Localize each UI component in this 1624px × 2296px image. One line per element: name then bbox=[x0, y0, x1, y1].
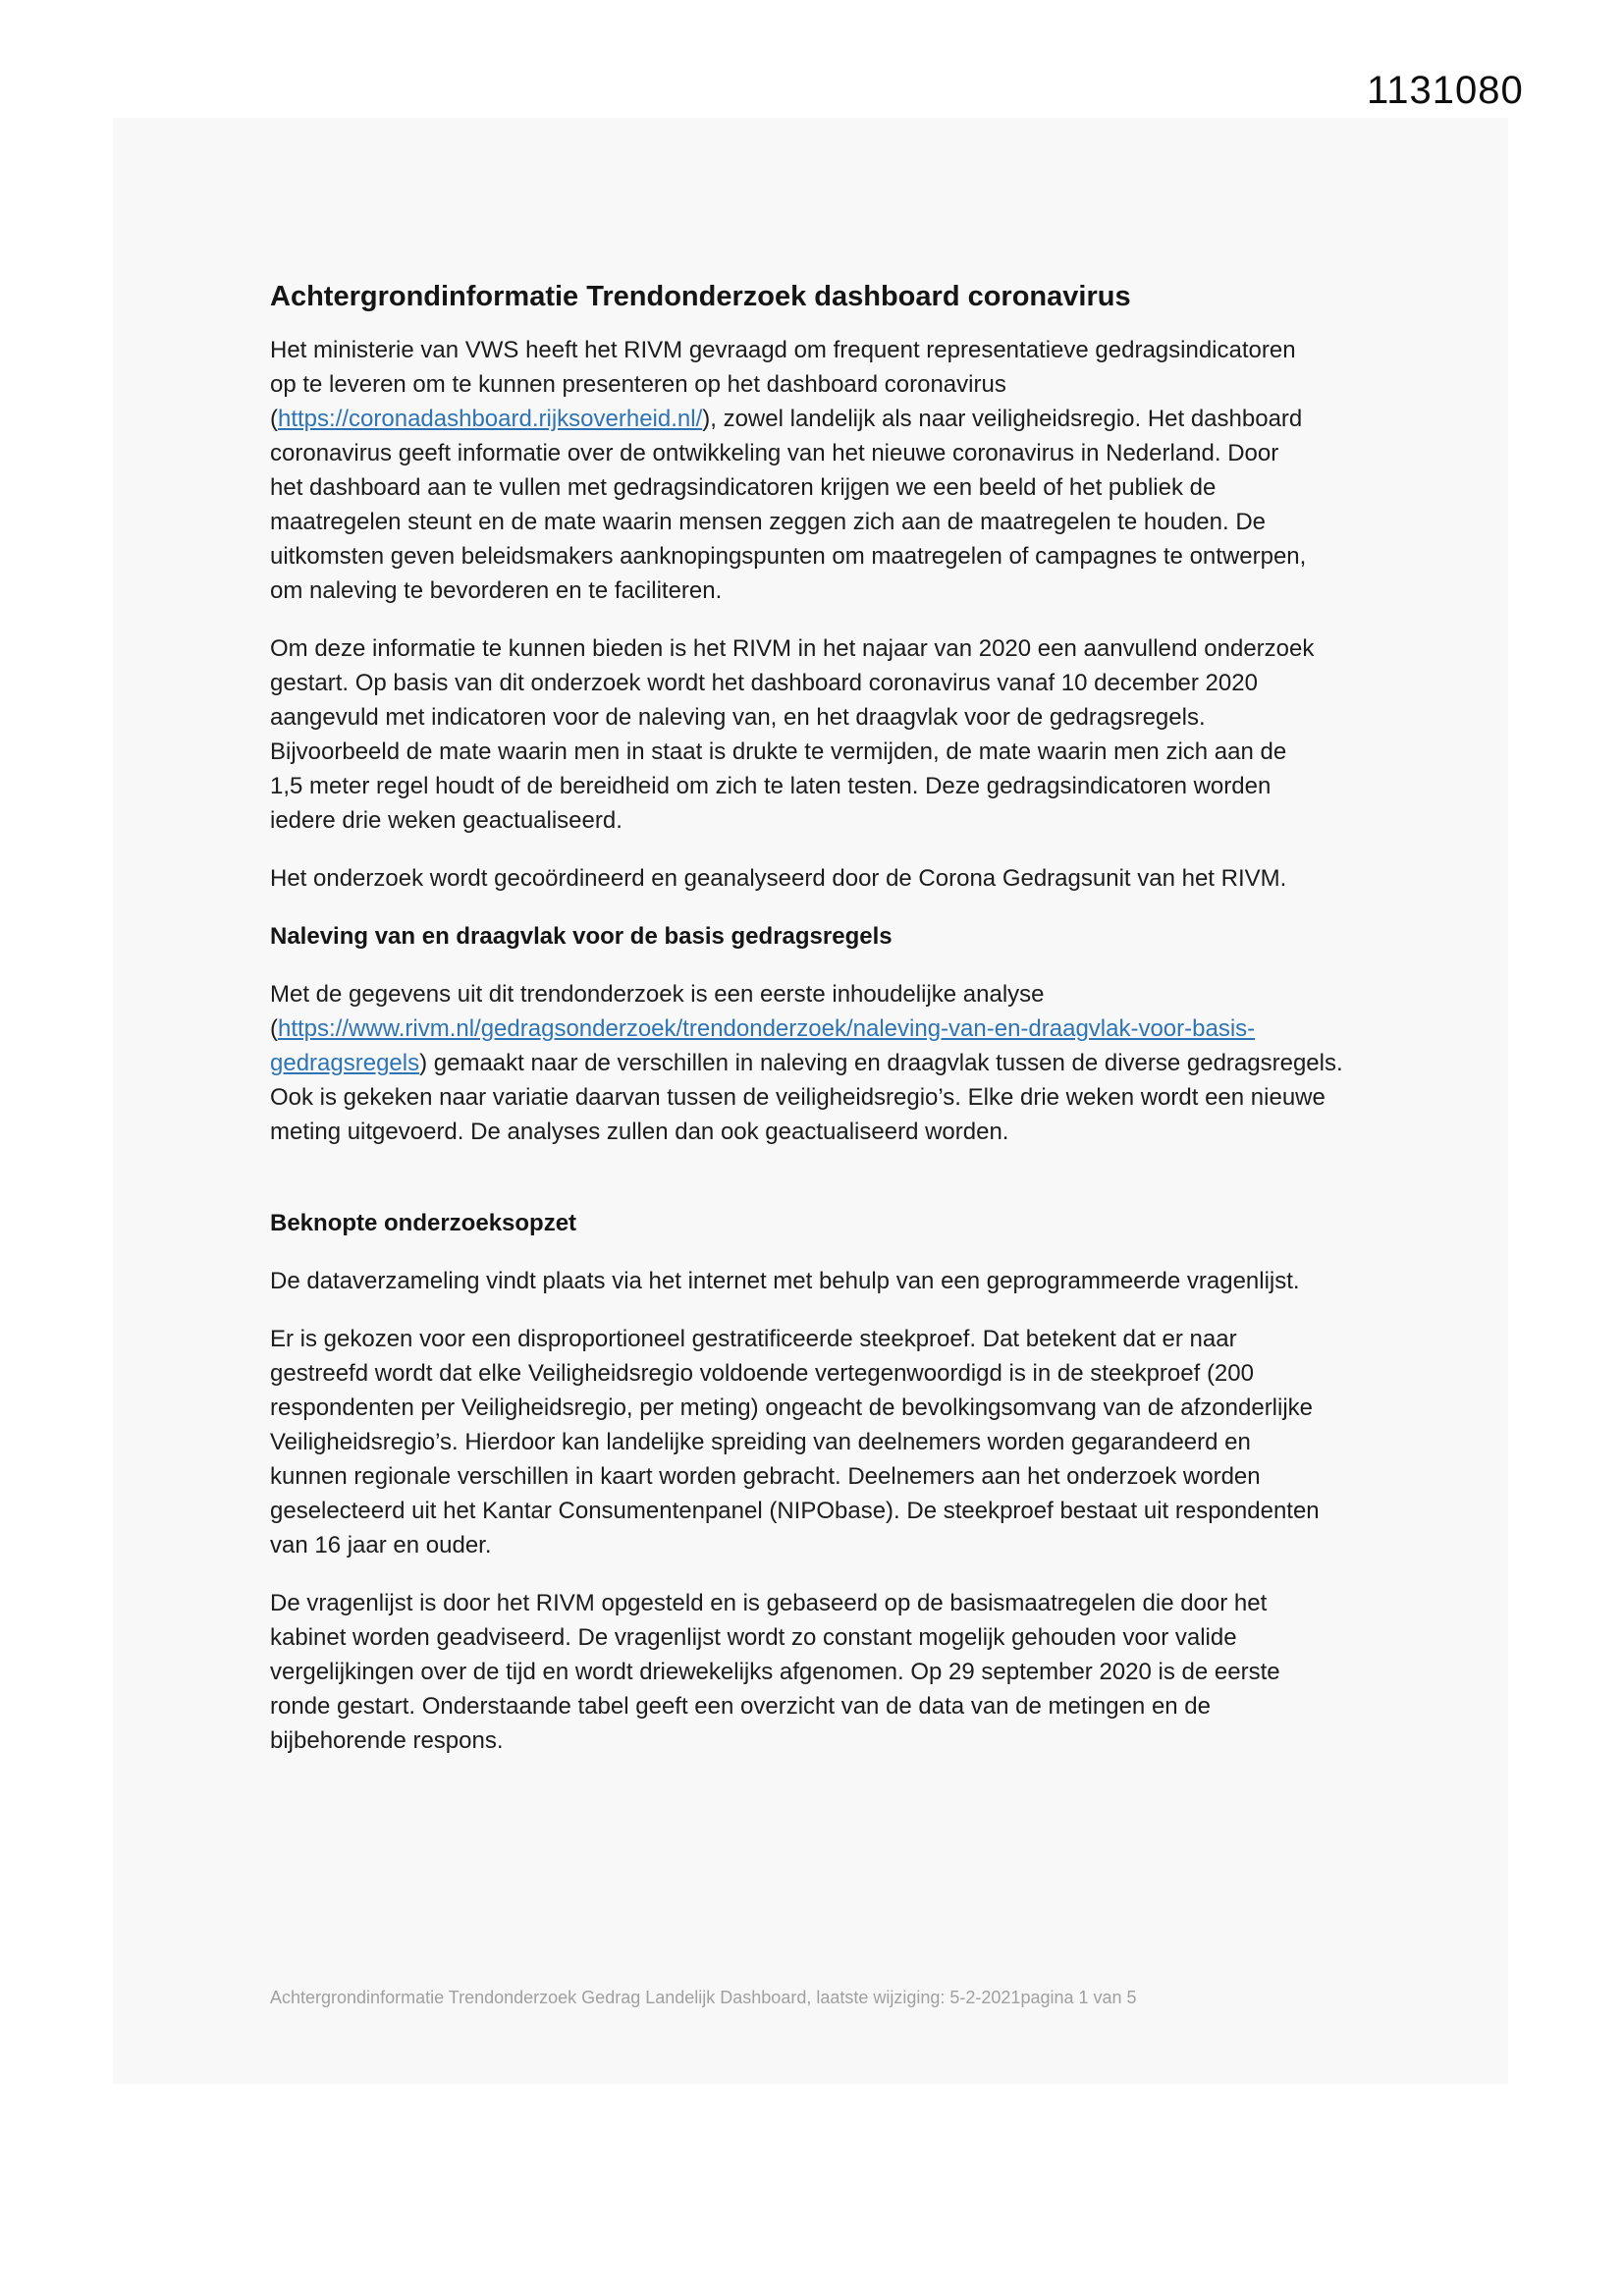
scan-stamp-number: 1131080 bbox=[1367, 69, 1524, 112]
text-line bbox=[270, 631, 1355, 666]
text-line bbox=[270, 861, 1355, 896]
text-line bbox=[270, 919, 1355, 954]
text-line bbox=[270, 1620, 1355, 1655]
text-line bbox=[270, 1689, 1355, 1723]
text-line bbox=[270, 666, 1355, 700]
text-line bbox=[270, 1206, 1355, 1240]
document-content bbox=[270, 277, 1355, 1781]
text-segment: Het ministerie van VWS heeft het RIVM gevraagd om frequent representatieve gedragsindicatoren bbox=[270, 337, 1296, 363]
text-line bbox=[270, 977, 1355, 1011]
text-segment: ronde gestart. Onderstaande tabel geeft een overzicht van de data van de metingen en de bbox=[270, 1693, 1211, 1720]
text-line bbox=[270, 1494, 1355, 1528]
text-segment: Met de gegevens uit dit trendonderzoek is een eerste inhoudelijke analyse bbox=[270, 981, 1045, 1008]
text-line bbox=[270, 367, 1355, 402]
text-line bbox=[270, 1046, 1355, 1080]
text-line bbox=[270, 1391, 1355, 1425]
document-title: Achtergrondinformatie Trendonderzoek dashboard coronavirus bbox=[270, 281, 1131, 312]
heading-naleving bbox=[270, 919, 1355, 954]
text-line bbox=[270, 735, 1355, 769]
text-line bbox=[270, 1586, 1355, 1620]
text-segment: meting uitgevoerd. De analyses zullen dan ook geactualiseerd worden. bbox=[270, 1119, 1009, 1145]
text-segment: gestart. Op basis van dit onderzoek wordt het dashboard coronavirus vanaf 10 december 2020 bbox=[270, 670, 1258, 696]
text-line bbox=[270, 333, 1355, 367]
text-segment: respondenten per Veiligheidsregio, per meting) ongeacht de bevolkingsomvang van de afzonderlijke bbox=[270, 1394, 1314, 1421]
text-line bbox=[270, 1528, 1355, 1562]
text-segment: Ook is gekeken naar variatie daarvan tussen de veiligheidsregio’s. Elke drie weken wordt een nieuwe bbox=[270, 1084, 1326, 1111]
document-body bbox=[270, 333, 1355, 1758]
text-segment: om naleving te bevorderen en te faciliteren. bbox=[270, 577, 723, 604]
steekproef-paragraph bbox=[270, 1322, 1355, 1562]
coordinatie-paragraph bbox=[270, 861, 1355, 896]
hyperlink[interactable]: https://coronadashboard.rijksoverheid.nl/ bbox=[278, 406, 703, 432]
dataverzameling-paragraph bbox=[270, 1264, 1355, 1298]
intro-paragraph bbox=[270, 333, 1355, 608]
onderzoek-paragraph bbox=[270, 631, 1355, 838]
text-line bbox=[270, 1264, 1355, 1298]
text-segment: ), zowel landelijk als naar veiligheidsregio. Het dashboard bbox=[702, 406, 1303, 432]
analyse-paragraph bbox=[270, 977, 1355, 1149]
text-segment: van 16 jaar en ouder. bbox=[270, 1532, 492, 1558]
text-segment: Het onderzoek wordt gecoördineerd en geanalyseerd door de Corona Gedragsunit van het RIVM. bbox=[270, 865, 1287, 892]
text-line bbox=[270, 1655, 1355, 1689]
text-line bbox=[270, 402, 1355, 436]
text-line bbox=[270, 803, 1355, 838]
text-segment: coronavirus geeft informatie over de ontwikkeling van het nieuwe coronavirus in Nederland. Door bbox=[270, 440, 1279, 466]
text-segment: 1,5 meter regel houdt of de bereidheid om zich te laten testen. Deze gedragsindicatoren worden bbox=[270, 773, 1272, 799]
text-segment: kabinet worden geadviseerd. De vragenlijst wordt zo constant mogelijk gehouden voor valide bbox=[270, 1624, 1237, 1651]
text-segment: De dataverzameling vindt plaats via het internet met behulp van een geprogrammeerde vragenlijst. bbox=[270, 1268, 1300, 1294]
text-line bbox=[270, 436, 1355, 470]
document-page bbox=[113, 118, 1508, 2084]
vragenlijst-paragraph bbox=[270, 1586, 1355, 1758]
text-segment: ( bbox=[270, 406, 278, 432]
text-segment: Om deze informatie te kunnen bieden is het RIVM in het najaar van 2020 een aanvullend onderzoek bbox=[270, 635, 1315, 662]
text-segment: Beknopte onderzoeksopzet bbox=[270, 1210, 577, 1236]
text-segment: gestreefd wordt dat elke Veiligheidsregio voldoende vertegenwoordigd is in de steekproef (200 bbox=[270, 1360, 1254, 1387]
text-line bbox=[270, 1723, 1355, 1758]
heading-onderzoeksopzet bbox=[270, 1206, 1355, 1240]
hyperlink[interactable]: https://www.rivm.nl/gedragsonderzoek/trendonderzoek/naleving-van-en-draagvlak-voor-basis- bbox=[278, 1015, 1256, 1042]
text-segment: kunnen regionale verschillen in kaart worden gebracht. Deelnemers aan het onderzoek worden bbox=[270, 1463, 1261, 1490]
text-segment: uitkomsten geven beleidsmakers aanknopingspunten om maatregelen of campagnes te ontwerpen, bbox=[270, 543, 1307, 570]
text-line bbox=[270, 1322, 1355, 1356]
text-segment: bijbehorende respons. bbox=[270, 1727, 504, 1754]
text-segment: Naleving van en draagvlak voor de basis gedragsregels bbox=[270, 923, 893, 950]
text-line bbox=[270, 769, 1355, 803]
text-segment: aangevuld met indicatoren voor de naleving van, en het draagvlak voor de gedragsregels. bbox=[270, 704, 1206, 731]
text-segment: geselecteerd uit het Kantar Consumentenpanel (NIPObase). De steekproef bestaat uit respondenten bbox=[270, 1498, 1320, 1524]
text-line bbox=[270, 1011, 1355, 1046]
text-line bbox=[270, 470, 1355, 505]
text-segment: ) gemaakt naar de verschillen in naleving en draagvlak tussen de diverse gedragsregels. bbox=[419, 1050, 1343, 1076]
text-segment: vergelijkingen over de tijd en wordt driewekelijks afgenomen. Op 29 september 2020 is de eerste bbox=[270, 1659, 1280, 1685]
text-segment: het dashboard aan te vullen met gedragsindicatoren krijgen we een beeld of het publiek de bbox=[270, 474, 1217, 501]
text-segment: maatregelen steunt en de mate waarin mensen zeggen zich aan de maatregelen te houden. De bbox=[270, 509, 1266, 535]
text-line bbox=[270, 1080, 1355, 1115]
text-line bbox=[270, 1459, 1355, 1494]
text-line bbox=[270, 505, 1355, 539]
text-line bbox=[270, 700, 1355, 735]
text-line bbox=[270, 1425, 1355, 1459]
text-segment: iedere drie weken geactualiseerd. bbox=[270, 807, 623, 834]
text-line bbox=[270, 1356, 1355, 1391]
text-segment: ( bbox=[270, 1015, 278, 1042]
text-segment: De vragenlijst is door het RIVM opgesteld en is gebaseerd op de basismaatregelen die door het bbox=[270, 1590, 1268, 1616]
text-line bbox=[270, 574, 1355, 608]
hyperlink[interactable]: gedragsregels bbox=[270, 1050, 420, 1076]
text-segment: Veiligheidsregio’s. Hierdoor kan landelijke spreiding van deelnemers worden gegarandeerd en bbox=[270, 1429, 1251, 1455]
page-footer: Achtergrondinformatie Trendonderzoek Gedrag Landelijk Dashboard, laatste wijziging: 5-2-2021pagina 1 van 5 bbox=[270, 1988, 1137, 2007]
text-segment: op te leveren om te kunnen presenteren op het dashboard coronavirus bbox=[270, 371, 1006, 398]
text-segment: Bijvoorbeeld de mate waarin men in staat is drukte te vermijden, de mate waarin men zich aan de bbox=[270, 738, 1287, 765]
text-line bbox=[270, 539, 1355, 574]
text-segment: Er is gekozen voor een disproportioneel gestratificeerde steekproef. Dat betekent dat er naar bbox=[270, 1326, 1237, 1352]
text-line bbox=[270, 1115, 1355, 1149]
